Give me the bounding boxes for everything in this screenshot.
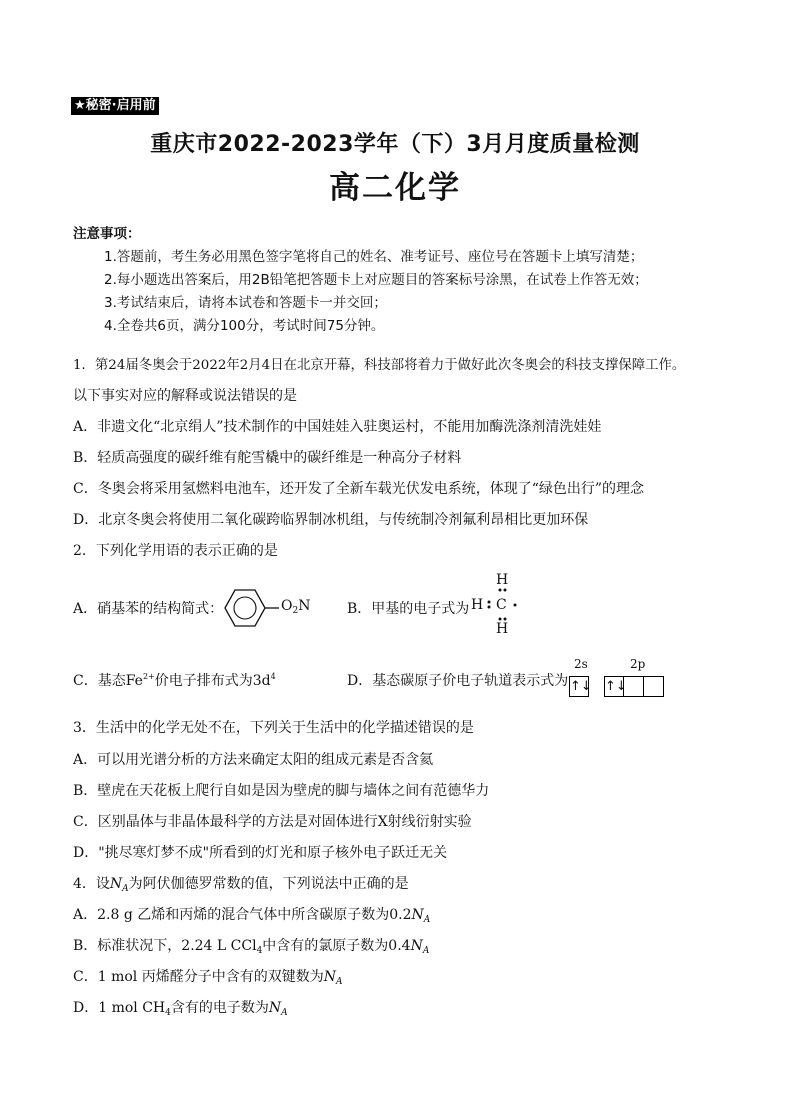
q4-option-d: D．1 mol $CH_4$含有的电子数为$N_A$: [73, 1000, 288, 1018]
notice-item: 1.答题前，考生务必用黑色签字笔将自己的姓名、准考证号、座位号在答题卡上填写清楚；: [104, 249, 644, 265]
notice-item: 3.考试结束后，请将本试卷和答题卡一并交回；: [104, 295, 387, 311]
methyl-carbon: C: [496, 597, 507, 613]
q3-stem: 3．生活中的化学无处不在，下列关于生活中的化学描述错误的是: [73, 720, 474, 736]
q2-option-b-label: B．甲基的电子式为: [347, 601, 470, 617]
methyl-h-left: H: [471, 597, 484, 613]
notice-item: 4.全卷共6页，满分100分，考试时间75分钟。: [104, 318, 385, 334]
methyl-h-top: H: [496, 572, 509, 588]
confidential-badge: ★秘密·启用前: [71, 97, 159, 115]
nitro-group: $O_2N$: [281, 598, 311, 616]
benzene-ring-icon: [219, 584, 271, 632]
q4-option-a: A．2.8 g 乙烯和丙烯的混合气体中所含碳原子数为$0.2N_A$: [73, 907, 431, 925]
orbital-box: ↑↓: [569, 676, 589, 697]
exam-title: 重庆市2022-2023学年（下）3月月度质量检测: [150, 132, 640, 157]
q4-option-b: B．标准状况下，2.24 L CCl$_4$中含有的氯原子数为$0.4N_A$: [73, 938, 430, 956]
q1-stem-line2: 以下事实对应的解释或说法错误的是: [73, 388, 297, 404]
q3-option-c: C．区别晶体与非晶体最科学的方法是对固体进行X射线衍射实验: [73, 814, 472, 830]
orbital-box: [644, 676, 664, 697]
methyl-h-bottom: H: [496, 621, 509, 637]
q4-stem: 4．设$N_A$为阿伏伽德罗常数的值，下列说法中正确的是: [73, 876, 409, 894]
notice-heading: 注意事项：: [73, 226, 141, 242]
bond-line-icon: [265, 604, 281, 612]
notice-item: 2.每小题选出答案后，用2B铅笔把答题卡上对应题目的答案标号涂黑，在试卷上作答无效；: [104, 272, 648, 288]
q1-option-b: B．轻质高强度的碳纤维有舵雪橇中的碳纤维是一种高分子材料: [73, 450, 462, 466]
q1-option-d: D．北京冬奥会将使用二氧化碳跨临界制冰机组，与传统制冷剂氟利昂相比更加环保: [73, 512, 589, 528]
q3-option-d: D．"挑尽寒灯梦不成"所看到的灯光和原子核外电子跃迁无关: [73, 845, 448, 861]
q1-option-a: A．非遗文化“北京绢人”技术制作的中国娃娃入驻奥运村，不能用加酶洗涤剂清洗娃娃: [73, 419, 602, 435]
orbital-2s-box: [569, 676, 592, 697]
q2-stem: 2．下列化学用语的表示正确的是: [73, 543, 278, 559]
orbital-box: ↑↓: [604, 676, 624, 697]
q3-option-b: B．壁虎在天花板上爬行自如是因为壁虎的脚与墙体之间有范德华力: [73, 783, 490, 799]
exam-subject: 高二化学: [329, 170, 461, 206]
q2-option-a-label: A．硝基苯的结构简式：: [73, 601, 224, 617]
orbital-2p-label: 2p: [630, 657, 646, 671]
q2-option-d-label: D．基态碳原子价电子轨道表示式为: [347, 673, 569, 689]
orbital-2p-boxes: [604, 676, 664, 697]
q1-stem-line1: 1．第24届冬奥会于2022年2月4日在北京开幕，科技部将着力于做好此次冬奥会的科技支撑保障工作。: [73, 358, 686, 373]
q2-option-c-label: C．基态$Fe^{2+}$价电子排布式为$3d^4$: [73, 672, 276, 689]
q4-option-c: C．1 mol 丙烯醛分子中含有的双键数为$N_A$: [73, 969, 343, 987]
electron-dots-icon: [484, 586, 520, 624]
orbital-box: [624, 676, 644, 697]
orbital-2s-label: 2s: [574, 657, 588, 671]
q3-option-a: A．可以用光谱分析的方法来确定太阳的组成元素是否含氦: [73, 752, 434, 768]
q1-option-c: C．冬奥会将采用氢燃料电池车，还开发了全新车载光伏发电系统，体现了“绿色出行”的理念: [73, 481, 645, 497]
